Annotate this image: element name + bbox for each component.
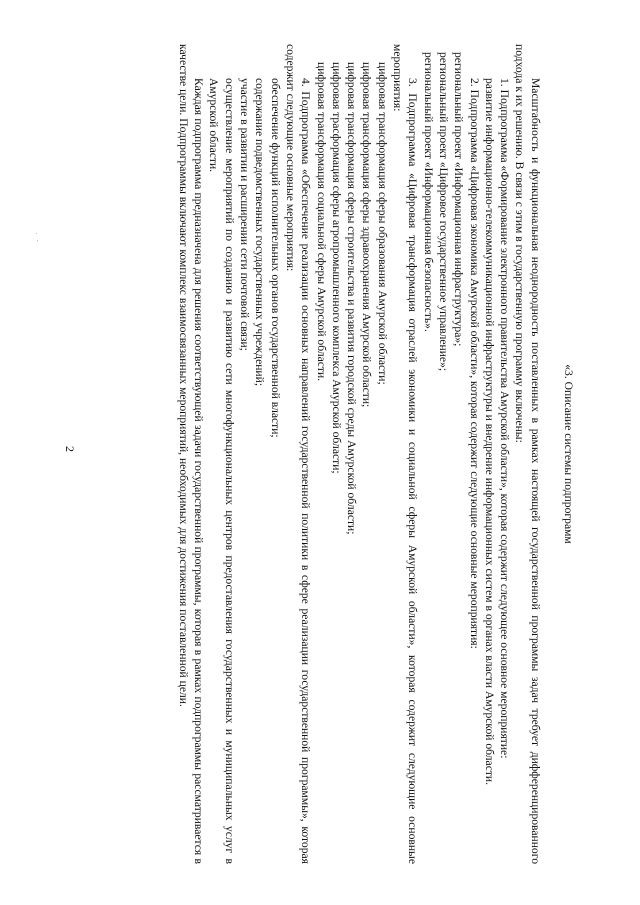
list-item: содержание подведомственных государственных учреждений; <box>253 78 267 387</box>
list-item: региональный проект «Цифровое государственное управление»; <box>436 52 450 372</box>
list-item: цифровая трансформация сферы строительства и развития городской среды Амурской области; <box>345 62 359 535</box>
paragraph-subprogram-4: 4. Подпрограмма «Обеспечение реализации основных направлений государственной политики в сфере реализации государственной программы», которая содержит следующие основные мероприятия: <box>283 44 313 864</box>
page-number: 2 <box>63 446 77 452</box>
rotated-document-body <box>64 44 576 864</box>
list-item: региональный проект «Информационная безопасность». <box>421 52 435 332</box>
list-item: цифровая трансформация сферы здравоохранения Амурской области; <box>360 62 374 408</box>
list-item: осуществление мероприятий по созданию и развитию сети многофункциональных центров предоставления государственных и муниципальных услуг в Амурской области. <box>207 78 236 864</box>
section-title: «3. Описание системы подпрограмм <box>562 364 575 544</box>
paragraph-intro: Масштабность и функциональная неоднородность поставленных в рамках настоящей государственной программы задач требует дифференцированного подхода к их решению. В связи с этим в государственную программу включены: <box>513 44 542 864</box>
paragraph-conclusion: Каждая подпрограмма предназначена для решения соответствующей задачи государственной программы, которая в рамках подпрограммы рассматривается в качестве цели. Подпрограммы включают комплекс взаимосвязанных мероприятий, необходимых для достижения поставленной цели. <box>176 44 206 864</box>
list-item: участие в развитии и расширении сети почтовой связи; <box>238 78 252 351</box>
list-item: цифровая трансформация сферы образования Амурской области; <box>375 62 389 385</box>
paragraph-subprogram-1: 1. Подпрограмма «Формирование электронного правительства Амурской области», которая содержит следующее основное мероприятие: <box>498 78 512 759</box>
scan-speck <box>36 233 37 234</box>
paragraph-subprogram-3: 3. Подпрограмма «Цифровая трансформация отраслей экономики и социальной сферы Амурской области», которая содержит следующие основные мероприятия: <box>391 44 420 864</box>
list-item: цифровая трасформация сферы агропромышленного комплекса Амурской области; <box>329 62 343 474</box>
scan-speck <box>37 240 38 241</box>
list-item: региональный проект «Информационная инфраструктура»; <box>452 52 466 347</box>
list-item: обеспечение функций исполнительных органов государственной власти; <box>268 78 282 438</box>
paragraph-subprogram-1-measure: развитие информационно-телекоммуникационной инфраструктуры и внедрение информационных систем в органах власти Амурской области. <box>482 78 496 786</box>
paragraph-subprogram-2: 2. Подпрограмма «Цифровая экономика Амурской области», которая содержит следующие основные мероприятия: <box>467 78 481 649</box>
list-item: цифровая трансформация социальной сферы Амурской области. <box>314 62 328 382</box>
